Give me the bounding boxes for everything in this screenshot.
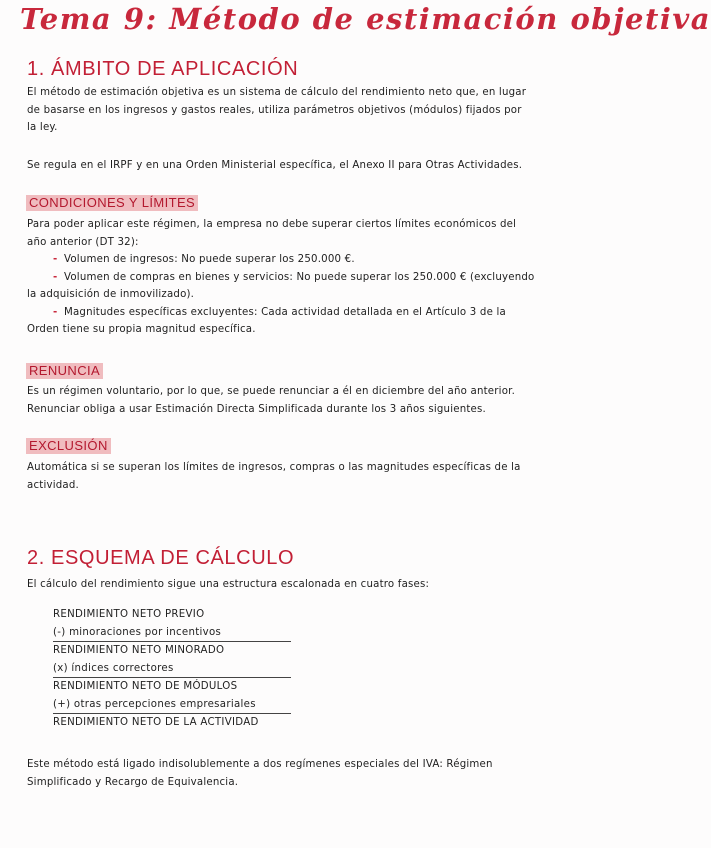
list-item bbox=[27, 304, 575, 322]
bullet-dash: - bbox=[53, 254, 58, 265]
exclusion-paragraph bbox=[27, 459, 575, 494]
section-heading-ambito: 1. ÁMBITO DE APLICACIÓN bbox=[27, 58, 299, 80]
bullet-text: Volumen de compras en bienes y servicios: No puede superar los 250.000 € (excluyendo bbox=[64, 271, 535, 283]
text-line: Este método está ligado indisolublemente a dos regímenes especiales del IVA: Régimen bbox=[27, 759, 493, 770]
bullet-dash: - bbox=[53, 306, 58, 318]
list-item bbox=[27, 251, 575, 269]
text-line: de basarse en los ingresos y gastos reales, utiliza parámetros objetivos (módulos) fijados por bbox=[27, 104, 522, 116]
bullet-continuation: la adquisición de inmovilizado). bbox=[27, 289, 195, 300]
text-line: Para poder aplicar este régimen, la empresa no debe superar ciertos límites económicos del bbox=[27, 219, 517, 230]
text-line: Renunciar obliga a usar Estimación Directa Simplificada durante los 3 años siguientes. bbox=[27, 403, 486, 415]
scheme-row: RENDIMIENTO NETO MINORADO bbox=[53, 645, 225, 656]
page-title: Tema 9: Método de estimación objetiva bbox=[20, 2, 711, 36]
list-item bbox=[27, 269, 575, 287]
text-line: año anterior (DT 32): bbox=[27, 236, 139, 248]
exclusion-label: EXCLUSIÓN bbox=[26, 438, 111, 454]
text-line: Simplificado y Recargo de Equivalencia. bbox=[27, 776, 239, 788]
scheme-row: (x) índices correctores bbox=[53, 660, 291, 678]
scheme-row: (-) minoraciones por incentivos bbox=[53, 624, 291, 642]
renuncia-paragraph bbox=[27, 383, 575, 418]
text-line: Automática si se superan los límites de ingresos, compras o las magnitudes específicas de la bbox=[27, 462, 521, 473]
conditions-label: CONDICIONES Y LÍMITES bbox=[26, 195, 198, 211]
conditions-paragraph bbox=[27, 216, 575, 339]
text-line: actividad. bbox=[27, 479, 79, 491]
scheme-row: RENDIMIENTO NETO DE LA ACTIVIDAD bbox=[53, 717, 259, 728]
regulation-paragraph: Se regula en el IRPF y en una Orden Ministerial específica, el Anexo II para Otras Actividades. bbox=[27, 160, 523, 171]
calculation-scheme bbox=[53, 606, 291, 732]
intro-paragraph bbox=[27, 84, 575, 137]
closing-paragraph bbox=[27, 756, 575, 791]
renuncia-label: RENUNCIA bbox=[26, 363, 103, 379]
bullet-continuation: Orden tiene su propia magnitud específica. bbox=[27, 324, 256, 335]
bullet-text: Volumen de ingresos: No puede superar los 250.000 €. bbox=[64, 254, 355, 265]
scheme-row: RENDIMIENTO NETO DE MÓDULOS bbox=[53, 681, 238, 692]
bullet-text: Magnitudes específicas excluyentes: Cada actividad detallada en el Artículo 3 de la bbox=[64, 306, 506, 318]
text-line: Es un régimen voluntario, por lo que, se puede renunciar a él en diciembre del año anterior. bbox=[27, 386, 516, 397]
scheme-intro: El cálculo del rendimiento sigue una estructura escalonada en cuatro fases: bbox=[27, 579, 430, 590]
text-line: la ley. bbox=[27, 122, 58, 133]
scheme-row: RENDIMIENTO NETO PREVIO bbox=[53, 609, 205, 620]
text-line: El método de estimación objetiva es un sistema de cálculo del rendimiento neto que, en lugar bbox=[27, 87, 527, 98]
bullet-dash: - bbox=[53, 271, 58, 283]
section-heading-esquema: 2. ESQUEMA DE CÁLCULO bbox=[27, 547, 295, 569]
scheme-row: (+) otras percepciones empresariales bbox=[53, 696, 291, 714]
